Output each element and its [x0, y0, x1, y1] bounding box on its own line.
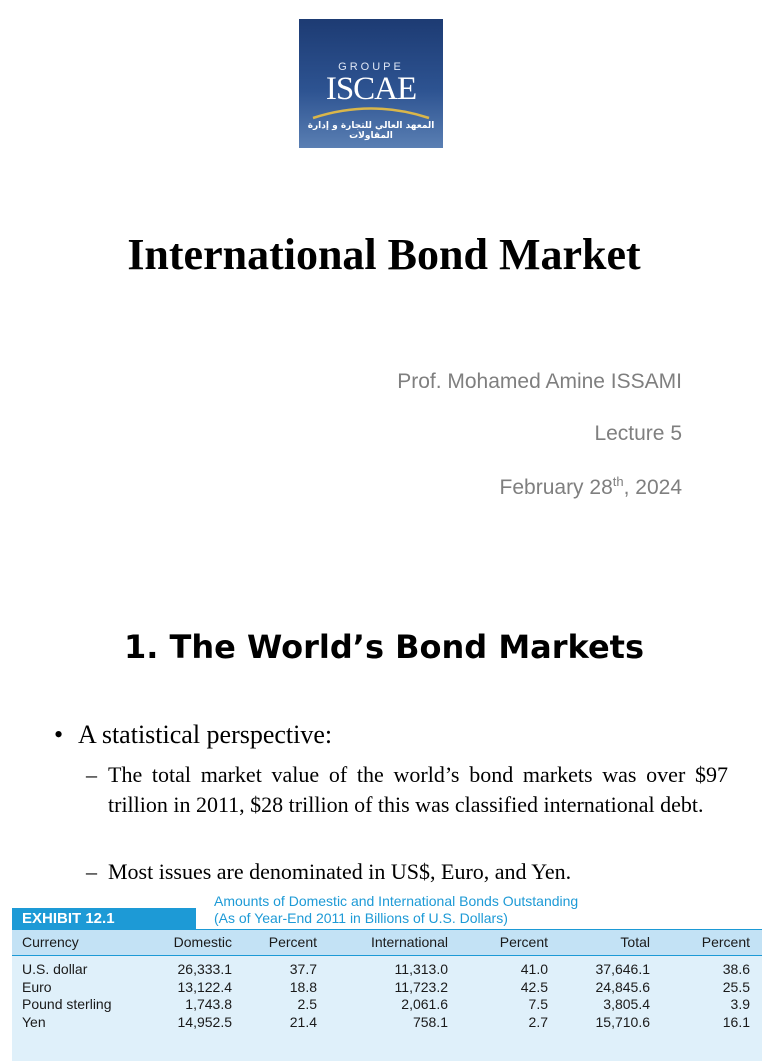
date-year: , 2024 [623, 476, 682, 499]
sub-bullet-text: Most issues are denominated in US$, Euro, and Yen. [108, 859, 572, 884]
logo-groupe-text: GROUPE [338, 61, 404, 73]
table-cell: Yen [22, 1013, 46, 1030]
table-cell: 3,805.4 [603, 996, 650, 1012]
logo-name-text: ISCAE [325, 71, 417, 107]
presentation-title: International Bond Market [127, 230, 641, 279]
table-cell: 26,333.1 [177, 961, 232, 977]
table-cell: 7.5 [528, 996, 548, 1012]
table-cell: 42.5 [520, 978, 548, 995]
date-suffix: th [612, 474, 624, 489]
table-cell: U.S. dollar [22, 961, 88, 977]
table-cell: 2.7 [528, 1013, 548, 1030]
table-cell: 16.1 [722, 1013, 750, 1030]
column-header-percent: Percent [701, 934, 750, 950]
column-header-currency: Currency [22, 934, 79, 950]
table-body [12, 956, 762, 1061]
exhibit-caption [214, 893, 578, 927]
exhibit-label: EXHIBIT 12.1 [12, 908, 196, 930]
table-cell: 38.6 [722, 961, 750, 977]
sub-bullet-item [86, 857, 728, 887]
exhibit-caption-line2: (As of Year-End 2011 in Billions of U.S. Dollars) [214, 910, 508, 926]
table-row [12, 979, 762, 997]
bullet-text: A statistical perspective: [78, 720, 333, 749]
table-cell: 15,710.6 [595, 1013, 650, 1030]
table-cell: 2,061.6 [401, 996, 448, 1012]
sub-bullet-item [86, 760, 728, 820]
table-cell: 18.8 [289, 978, 317, 995]
table-cell: 11,723.2 [394, 978, 448, 995]
table-cell: 1,743.8 [185, 996, 232, 1012]
table-cell: 41.0 [520, 961, 548, 977]
lecture-number: Lecture 5 [594, 422, 682, 445]
table-cell: Euro [22, 978, 52, 995]
column-header-total: Total [620, 934, 650, 950]
bonds-table [12, 930, 762, 1061]
table-cell: 37,646.1 [595, 961, 650, 977]
table-cell: 21.4 [289, 1013, 317, 1030]
sub-bullet-text: The total market value of the world’s bond markets was over $97 trillion in 2011, $28 trillion of this was classified international debt. [108, 762, 728, 817]
bullet-item [54, 718, 332, 752]
exhibit-caption-line1: Amounts of Domestic and International Bonds Outstanding [214, 893, 579, 909]
table-cell: 11,313.0 [394, 961, 448, 977]
lecture-date [500, 474, 682, 500]
table-cell: 2.5 [297, 996, 317, 1012]
bullet-marker: • [54, 720, 64, 749]
sub-bullet-marker: – [86, 762, 97, 787]
table-cell: 3.9 [730, 996, 750, 1012]
table-row [12, 996, 762, 1014]
table-row [12, 961, 762, 979]
logo-arc-icon [309, 103, 433, 121]
date-prefix: February 28 [499, 476, 613, 499]
logo-arabic-text: المعهد العالي للتجارة و إدارة المقاولات [307, 121, 435, 141]
table-row [12, 1014, 762, 1032]
table-cell: 13,122.4 [177, 978, 232, 995]
column-header-international: International [370, 934, 448, 950]
table-cell: 24,845.6 [595, 978, 650, 995]
column-header-percent: Percent [268, 934, 317, 950]
table-header-row [12, 930, 762, 956]
table-cell: 37.7 [289, 961, 317, 977]
column-header-percent: Percent [499, 934, 548, 950]
iscae-logo [299, 19, 443, 148]
author-name: Prof. Mohamed Amine ISSAMI [397, 370, 682, 393]
table-cell: 14,952.5 [177, 1013, 232, 1030]
table-cell: 25.5 [722, 978, 750, 995]
sub-bullet-marker: – [86, 859, 97, 884]
column-header-domestic: Domestic [173, 934, 232, 950]
table-cell: Pound sterling [22, 996, 112, 1012]
table-cell: 758.1 [412, 1013, 448, 1030]
section-title: 1. The World’s Bond Markets [123, 628, 645, 666]
